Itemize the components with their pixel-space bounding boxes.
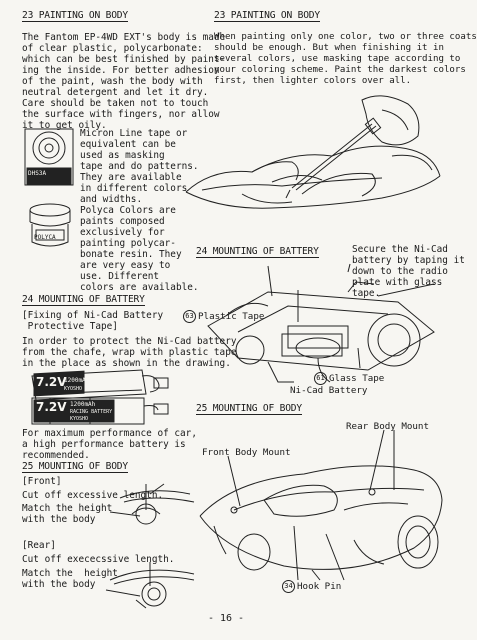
glass-tape-callout [314,372,384,385]
text-line: painting polycar- [80,238,176,249]
text-line: bonate resin. They [80,249,182,260]
text-line: in different colors [80,183,188,194]
text-line: which can be best finished by paint- [22,54,226,65]
hook-pin-label: Hook Pin [297,581,342,592]
text-line: and widths. [80,194,143,205]
text-line: tape and do patterns. [80,161,199,172]
text-line: in the place as shown in the drawing. [22,358,231,369]
text-line: They are available [80,172,182,183]
text-line: Micron Line tape or [80,128,188,139]
text-line: neutral detergent and let it dry. [22,87,209,98]
text-line: equivalent can be [80,139,176,150]
hook-pin-callout [282,580,341,593]
part-number-badge: 34 [282,580,295,593]
text-line: tape. [352,288,381,299]
text-line: should be enough. But when finishing it in [214,43,444,53]
section-24-title-left: 24 MOUNTING OF BATTERY [22,294,145,305]
rear-instruction: Match the height [22,568,118,579]
section-25-title-right: 25 MOUNTING OF BODY [196,403,302,414]
text-line: your coloring scheme. Paint the darkest colors [214,65,466,75]
text-line: paints composed [80,216,165,227]
text-line: In order to protect the Ni-Cad battery [22,336,237,347]
text-line: For maximum performance of car, [22,428,197,439]
section-23-title-left: 23 PAINTING ON BODY [22,10,128,21]
battery-type: RACING BATTERY [70,409,113,415]
text-line: plate with glass [352,277,443,288]
battery-capacity: 1200mAh [70,401,96,408]
glass-tape-label: Glass Tape [329,373,385,384]
text-line: recommended. [22,450,90,461]
part-number-badge: 63 [183,310,196,323]
paint-label: POLYCA [34,234,56,241]
front-instruction: with the body [22,514,96,525]
front-mount-detail-drawing [110,480,200,530]
battery-brand: KYOSHO [70,416,89,422]
text-line: a high performance battery is [22,439,186,450]
text-line: Polyca Colors are [80,205,176,216]
text-line: from the chafe, wrap with plastic tape [22,347,237,358]
text-line: exclusively for [80,227,165,238]
text-line: The Fantom EP-4WD EXT's body is made [22,32,226,43]
front-subheader: [Front] [22,476,62,487]
part-number-badge: 61 [314,372,327,385]
rear-subheader: [Rear] [22,540,56,551]
text-line: it to get oily. [22,120,107,131]
text-line: battery by taping it [352,255,465,266]
battery-tape-subtitle: [Fixing of Ni-Cad Battery [22,310,164,321]
battery-voltage: 7.2V [36,400,67,414]
plastic-tape-label: Plastic Tape [198,311,265,322]
text-line: Secure the Ni-Cad [352,244,448,255]
rear-instruction: with the body [22,579,96,590]
front-instruction: Cut off excessive length. [22,490,164,501]
text-line: down to the radio [352,266,448,277]
section-25-title-left: 25 MOUNTING OF BODY [22,461,128,472]
rear-body-mount-label: Rear Body Mount [346,421,429,432]
text-line: colors are available. [80,282,199,293]
text-line: the surface with fingers, nor allow [22,109,220,120]
body-painting-illustration [182,90,444,240]
page-number: - 16 - [207,613,245,624]
section-24-title-right: 24 MOUNTING OF BATTERY [196,246,319,257]
tape-label: DHS3A [28,170,47,177]
section-23-title-right: 23 PAINTING ON BODY [214,10,320,21]
text-line: When painting only one color, two or three coats [214,32,477,42]
rear-mount-detail-drawing [106,560,198,610]
text-line: first, then lighter colors over all. [214,76,412,86]
battery-voltage: 7.2V [36,375,67,389]
text-line: use. Different [80,271,160,282]
text-line: used as masking [80,150,165,161]
battery-brand: KYOSHO [64,386,83,392]
text-line: ing the inside. For better adhesion [22,65,220,76]
rear-instruction: Cut off exececssive length. [22,554,175,565]
text-line: several colors, use masking tape according to [214,54,461,64]
text-line: of the paint, wash the body with [22,76,203,87]
text-line: of clear plastic, polycarbonate: [22,43,203,54]
text-line: Care should be taken not to touch [22,98,209,109]
text-line: are very easy to [80,260,171,271]
nicad-battery-label: Ni-Cad Battery [290,385,368,396]
front-instruction: Match the height [22,503,113,514]
front-body-mount-label: Front Body Mount [202,447,291,458]
battery-tape-subtitle: Protective Tape] [22,321,118,332]
battery-capacity: 1200mAh [64,377,90,384]
